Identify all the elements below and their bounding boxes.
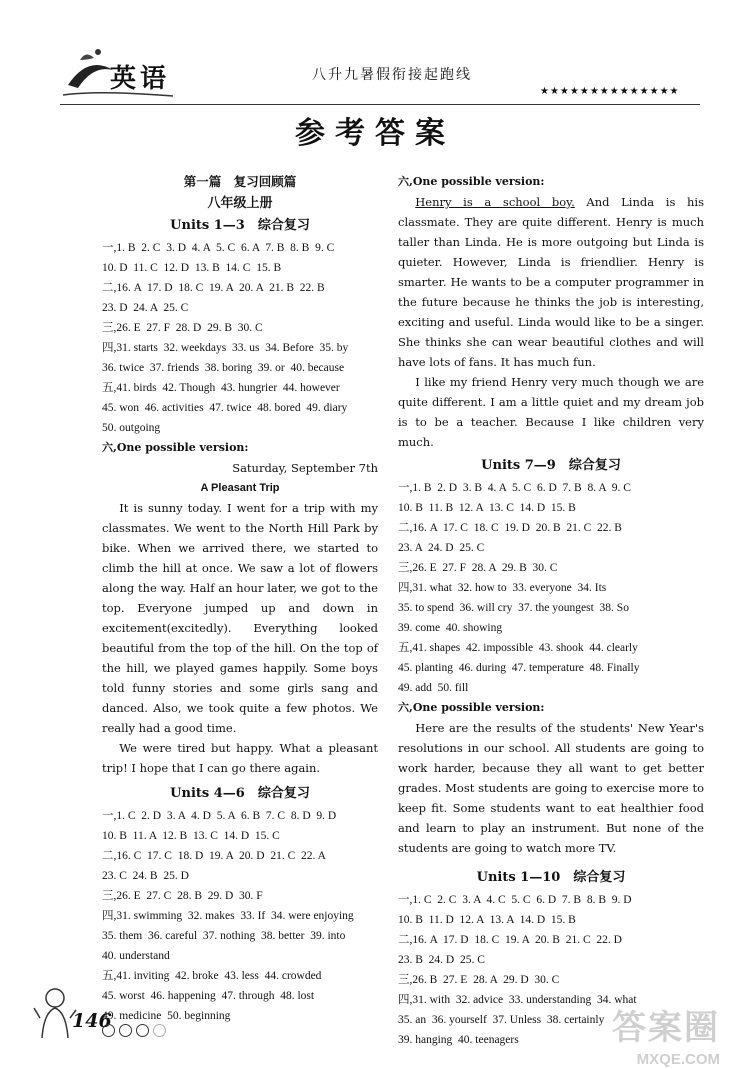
answer-line: 三,26. B 27. E 28. A 29. D 30. C	[398, 974, 560, 986]
answer-line: 二,16. A 17. D 18. C 19. A 20. A 21. B 22. B	[102, 282, 325, 294]
book-title: 英语	[110, 64, 171, 94]
answer-line: 40. understand	[102, 950, 170, 962]
circle-icon	[102, 1024, 115, 1037]
right-column	[398, 172, 704, 1050]
answer-line: 49. add 50. fill	[398, 682, 469, 694]
answer-line: 四,31. what 32. how to 33. everyone 34. Its	[398, 582, 607, 594]
header-stars: ★★★★★★★★★★★★★★	[540, 86, 680, 97]
header-rule	[60, 104, 700, 105]
answer-line: 49. medicine 50. beginning	[102, 1010, 231, 1022]
units-1-3-heading: Units 1—3 综合复习	[170, 218, 310, 233]
answer-line: 三,26. E 27. C 28. B 29. D 30. F	[102, 890, 263, 902]
answer-line: 五,41. birds 42. Though 43. hungrier 44. however	[102, 382, 340, 394]
section-heading: 第一篇 复习回顾篇	[183, 174, 297, 189]
answer-line: 一,1. C 2. C 3. A 4. C 5. C 6. D 7. B 8. B 9. D	[398, 894, 632, 906]
units-1-3-answers	[102, 238, 378, 438]
answer-line: 35. to spend 36. will cry 37. the youngest 38. So	[398, 602, 629, 614]
answer-line: 23. D 24. A 25. C	[102, 302, 189, 314]
underlined-sentence: Henry is a school boy.	[415, 195, 575, 209]
circle-icon	[136, 1024, 149, 1037]
answer-line: 二,16. A 17. C 18. C 19. D 20. B 21. C 22. B	[398, 522, 622, 534]
units-4-6-heading: Units 4—6 综合复习	[170, 786, 310, 801]
resolutions-paragraph: Here are the results of the students' New Year's resolutions in our school. All students are going to work harder, because they all want to get better grades. Most students are going to exercise more to keep fit. Some students want to eat healthier food and learn to play an instrument. But none of the students are going to watch more TV.	[398, 721, 704, 855]
page-title: 参考答案	[295, 116, 455, 151]
units-4-6-answers	[102, 806, 378, 1026]
answer-line: 一,1. B 2. D 3. B 4. A 5. C 6. D 7. B 8. A 9. C	[398, 482, 631, 494]
answer-line: 50. outgoing	[102, 422, 161, 434]
henry-paragraph	[398, 192, 704, 372]
answer-line: 45. won 46. activities 47. twice 48. bored 49. diary	[102, 402, 348, 414]
answer-line: 四,31. with 32. advice 33. understanding 34. what	[398, 994, 637, 1006]
henry-paragraph-text: And Linda is his classmate. They are quite different. Henry is much taller than Linda. He is more outgoing but Linda is quieter. However, Linda is friendlier. Henry is smarter. He wants to be a computer programmer in the future because he thinks the job is interesting, exciting and useful. Linda would like to be a singer. She thinks she can wear beautiful clothes and will have lots of fans. It has much fun.	[398, 195, 704, 369]
watermark	[612, 1000, 720, 1068]
answer-line: 10. B 11. A 12. B 13. C 14. D 15. C	[102, 830, 280, 842]
answer-line: 三,26. E 27. F 28. D 29. B 30. C	[102, 322, 263, 334]
essay-date: Saturday, September 7th	[232, 461, 378, 475]
version-label: 六,One possible version:	[102, 441, 249, 454]
answer-line: 23. A 24. D 25. C	[398, 542, 485, 554]
answer-line: 四,31. starts 32. weekdays 33. us 34. Before 35. by	[102, 342, 349, 354]
answer-line: 23. C 24. B 25. D	[102, 870, 189, 882]
answer-line: 35. them 36. careful 37. nothing 38. better 39. into	[102, 930, 346, 942]
answer-line: 10. B 11. D 12. A 13. A 14. D 15. B	[398, 914, 576, 926]
answer-line: 五,41. shapes 42. impossible 43. shook 44. clearly	[398, 642, 638, 654]
answer-line: 二,16. C 17. C 18. D 19. A 20. D 21. C 22. A	[102, 850, 326, 862]
answer-line: 一,1. B 2. C 3. D 4. A 5. C 6. A 7. B 8. B 9. C	[102, 242, 335, 254]
answer-line: 一,1. C 2. D 3. A 4. D 5. A 6. B 7. C 8. D 9. D	[102, 810, 337, 822]
answer-line: 四,31. swimming 32. makes 33. If 34. were enjoying	[102, 910, 354, 922]
page-dots	[102, 1022, 170, 1041]
series-title: 八升九暑假衔接起跑线	[312, 67, 472, 83]
answer-line: 35. an 36. yourself 37. Unless 38. certainly	[398, 1014, 605, 1026]
answer-line: 39. hanging 40. teenagers	[398, 1034, 519, 1046]
answer-line: 10. D 11. C 12. D 13. B 14. C 15. B	[102, 262, 282, 274]
circle-icon	[153, 1024, 166, 1037]
left-column	[102, 172, 378, 1026]
circle-icon	[119, 1024, 132, 1037]
grade-heading: 八年级上册	[207, 196, 273, 211]
answer-line: 三,26. E 27. F 28. A 29. B 30. C	[398, 562, 558, 574]
units-1-10-heading: Units 1—10 综合复习	[476, 870, 626, 885]
watermark-en: MXQE.COM	[636, 1051, 720, 1068]
units-7-9-answers	[398, 478, 704, 698]
answer-line: 45. worst 46. happening 47. through 48. lost	[102, 990, 315, 1002]
answer-line: 36. twice 37. friends 38. boring 39. or 40. because	[102, 362, 345, 374]
watermark-cn: 答案圈	[612, 1009, 720, 1047]
henry-paragraph-2: I like my friend Henry very much though we are quite different. I am a little quiet and my dream job is to be a teacher. Because I like children very much.	[398, 375, 704, 449]
answer-line: 39. come 40. showing	[398, 622, 503, 634]
answer-line: 23. B 24. D 25. C	[398, 954, 485, 966]
units-7-9-heading: Units 7—9 综合复习	[481, 458, 621, 473]
essay-title: A Pleasant Trip	[200, 482, 280, 494]
essay-paragraph: It is sunny today. I went for a trip with my classmates. We went to the North Hill Park by bike. When we arrived there, we started to climb the hill at once. We saw a lot of flowers along the way. Half an hour later, we got to the top. Everyone jumped up and down in excitement(excitedly). Everything looked beautiful from the top of the hill. On the top of the hill, we played games happily. Some boys told funny stories and some girls sang and danced. Also, we took quite a few photos. We really had a good time.	[102, 501, 378, 735]
version-label: 六,One possible version:	[398, 175, 545, 188]
answer-line: 五,41. inviting 42. broke 43. less 44. crowded	[102, 970, 322, 982]
page-number: 146	[72, 1010, 112, 1032]
version-label: 六,One possible version:	[398, 701, 545, 714]
answer-line: 10. B 11. B 12. A 13. C 14. D 15. B	[398, 502, 576, 514]
essay-paragraph: We were tired but happy. What a pleasant trip! I hope that I can go there again.	[102, 741, 378, 775]
answer-line: 45. planting 46. during 47. temperature 48. Finally	[398, 662, 640, 674]
answer-line: 二,16. A 17. D 18. C 19. A 20. B 21. C 22. D	[398, 934, 622, 946]
